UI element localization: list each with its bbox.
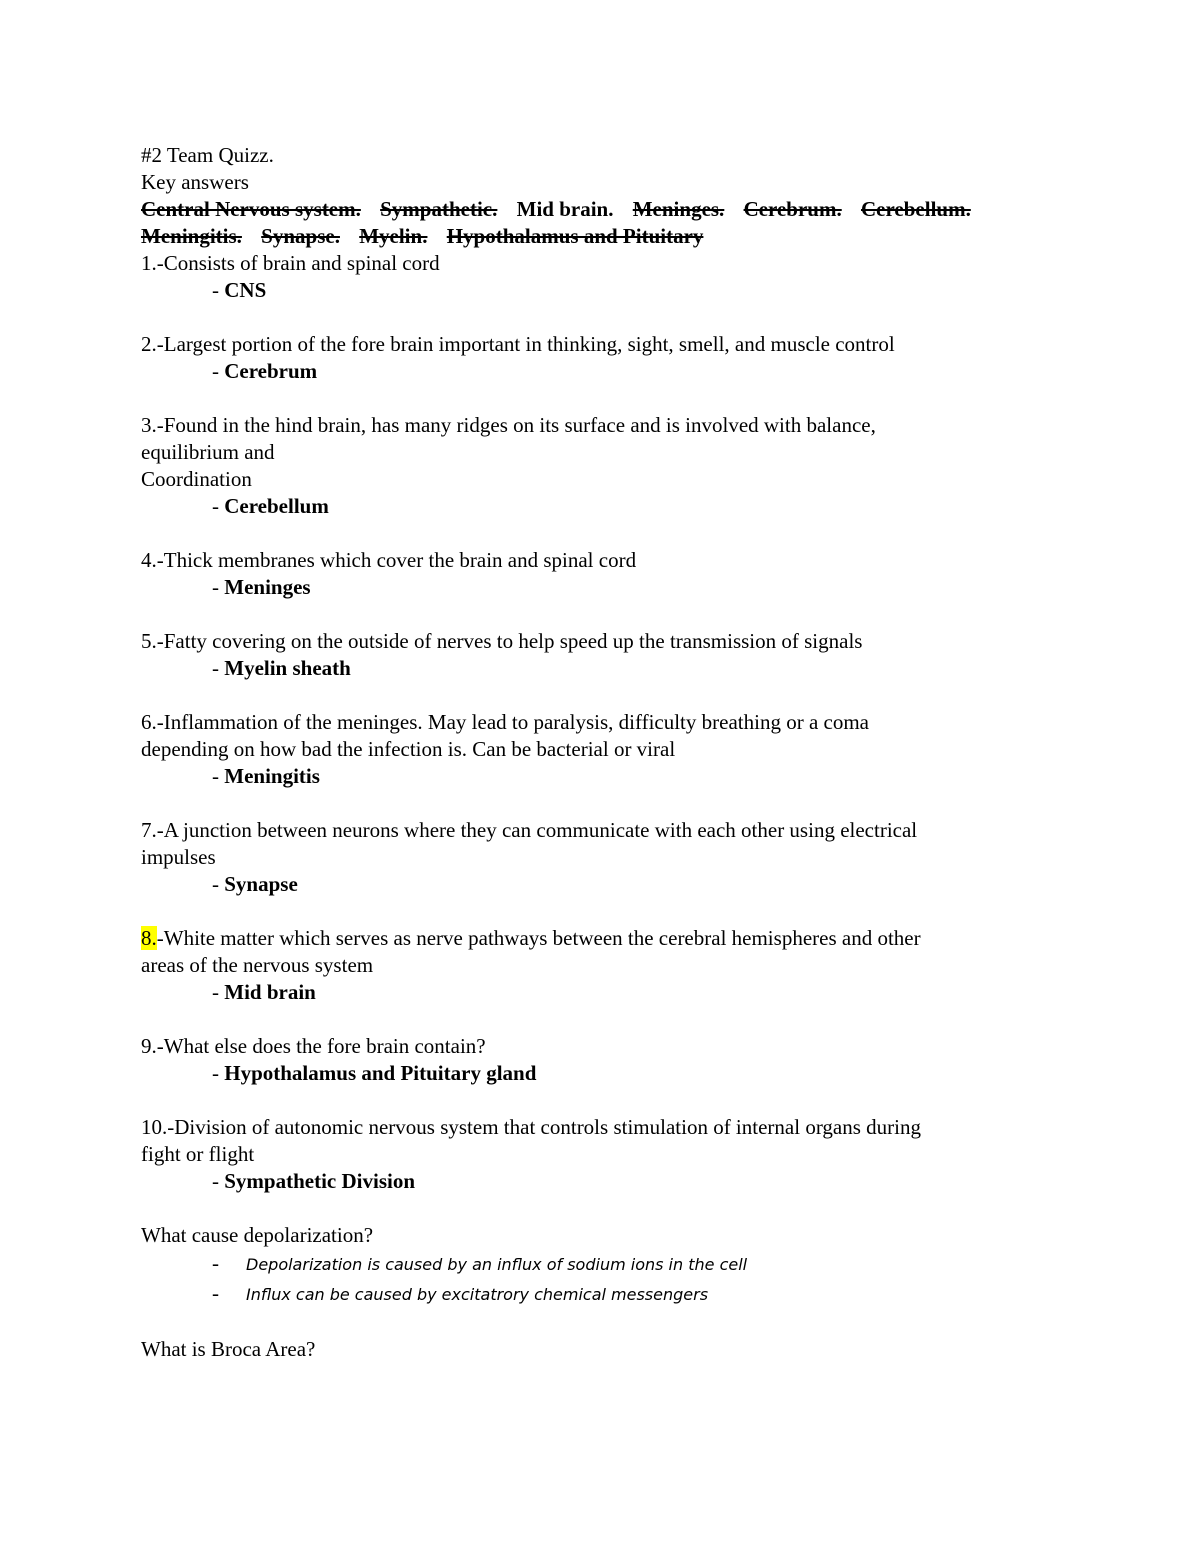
question-number: 5. (141, 629, 157, 653)
bullet-text: Depolarization is caused by an influx of sodium ions in the cell (246, 1255, 748, 1274)
question-text: impulses (141, 845, 216, 869)
answer-dash: - (212, 656, 225, 680)
question-number: 6. (141, 710, 157, 734)
broca-question: What is Broca Area? (141, 1337, 316, 1361)
question-text-line (141, 466, 1061, 493)
spacer (141, 790, 1061, 817)
question-number: 9. (141, 1034, 157, 1058)
question-text: Coordination (141, 467, 252, 491)
question-text: equilibrium and (141, 440, 275, 464)
answer-text: Cerebellum (224, 494, 329, 518)
depolarization-bullets (141, 1249, 1061, 1309)
question-text: -What else does the fore brain contain? (156, 1034, 486, 1058)
spacer (141, 1309, 1061, 1336)
question-number: 8. (141, 926, 157, 950)
question-item (141, 547, 1061, 628)
bullet-dash-icon: - (212, 1281, 219, 1305)
key-bank-term: Meninges. (632, 197, 725, 221)
question-text: -A junction between neurons where they can communicate with each other using electrical (156, 818, 918, 842)
answer-dash: - (212, 1169, 225, 1193)
question-list (141, 250, 1061, 1222)
answer-dash: - (212, 1061, 225, 1085)
key-bank-term: Myelin. (359, 224, 428, 248)
bullet-dash-icon: - (212, 1251, 219, 1275)
answer-dash: - (212, 872, 225, 896)
quiz-title: #2 Team Quizz. (141, 143, 274, 167)
question-text-line (141, 736, 1061, 763)
question-number: 3. (141, 413, 157, 437)
question-number: 2. (141, 332, 157, 356)
answer-text: Mid brain (224, 980, 316, 1004)
bullet-item (141, 1249, 1061, 1279)
question-number: 7. (141, 818, 157, 842)
question-text: fight or flight (141, 1142, 255, 1166)
answer-text: Cerebrum (224, 359, 318, 383)
question-item (141, 331, 1061, 412)
answer-dash: - (212, 359, 225, 383)
question-text-line (141, 547, 1061, 574)
answer-line (141, 1060, 1061, 1087)
key-bank-term: Meningitis. (141, 224, 242, 248)
question-text: -Inflammation of the meninges. May lead to paralysis, difficulty breathing or a coma (156, 710, 869, 734)
question-text-line (141, 331, 1061, 358)
question-number: 10. (141, 1115, 168, 1139)
question-text: -Consists of brain and spinal cord (156, 251, 440, 275)
document-body (141, 142, 1061, 1363)
question-item (141, 250, 1061, 331)
question-text-line (141, 628, 1061, 655)
spacer (141, 682, 1061, 709)
key-bank-term: Synapse. (261, 224, 340, 248)
question-text-line (141, 817, 1061, 844)
key-bank-term: Hypothalamus and Pituitary (446, 224, 704, 248)
depolarization-question: What cause depolarization? (141, 1223, 374, 1247)
answer-line (141, 358, 1061, 385)
answer-dash: - (212, 575, 225, 599)
question-text-line (141, 925, 1061, 952)
spacer (141, 1195, 1061, 1222)
spacer (141, 385, 1061, 412)
answer-dash: - (212, 764, 225, 788)
question-text: -Found in the hind brain, has many ridges on its surface and is involved with balance, (156, 413, 876, 437)
key-bank-term: Cerebellum. (860, 197, 971, 221)
answer-line (141, 493, 1061, 520)
key-bank-term: Central Nervous system. (141, 197, 361, 221)
bullet-text: Influx can be caused by excitatrory chemical messengers (246, 1285, 709, 1304)
answer-text: Meninges (224, 575, 311, 599)
answer-text: Myelin sheath (224, 656, 351, 680)
question-item (141, 412, 1061, 547)
spacer (141, 1006, 1061, 1033)
answer-dash: - (212, 494, 225, 518)
answer-dash: - (212, 278, 225, 302)
question-text-line (141, 439, 1061, 466)
question-text-line (141, 250, 1061, 277)
quiz-subtitle: Key answers (141, 170, 249, 194)
spacer (141, 898, 1061, 925)
spacer (141, 1087, 1061, 1114)
answer-key-bank (141, 196, 1061, 250)
spacer (141, 601, 1061, 628)
answer-text: CNS (224, 278, 267, 302)
question-text-line (141, 412, 1061, 439)
answer-text: Sympathetic Division (224, 1169, 416, 1193)
question-item (141, 1114, 1061, 1222)
question-text: -Largest portion of the fore brain important in thinking, sight, smell, and muscle control (156, 332, 895, 356)
question-item (141, 1033, 1061, 1114)
question-text-line (141, 952, 1061, 979)
question-text-line (141, 1033, 1061, 1060)
key-bank-term: Mid brain. (516, 197, 614, 221)
bullet-item (141, 1279, 1061, 1309)
question-text: -Division of autonomic nervous system that controls stimulation of internal organs during (167, 1115, 922, 1139)
question-item (141, 628, 1061, 709)
question-text-line (141, 1141, 1061, 1168)
answer-text: Synapse (224, 872, 298, 896)
question-item (141, 817, 1061, 925)
answer-line (141, 763, 1061, 790)
answer-line (141, 655, 1061, 682)
spacer (141, 520, 1061, 547)
answer-line (141, 1168, 1061, 1195)
question-text: -Thick membranes which cover the brain and spinal cord (156, 548, 637, 572)
spacer (141, 304, 1061, 331)
answer-text: Hypothalamus and Pituitary gland (224, 1061, 537, 1085)
question-text-line (141, 1114, 1061, 1141)
question-item (141, 709, 1061, 817)
question-text: areas of the nervous system (141, 953, 374, 977)
question-text: -White matter which serves as nerve pathways between the cerebral hemispheres and other (156, 926, 921, 950)
question-text-line (141, 709, 1061, 736)
question-text: depending on how bad the infection is. Can be bacterial or viral (141, 737, 676, 761)
answer-line (141, 871, 1061, 898)
answer-dash: - (212, 980, 225, 1004)
answer-text: Meningitis (224, 764, 320, 788)
answer-line (141, 979, 1061, 1006)
question-text: -Fatty covering on the outside of nerves to help speed up the transmission of signals (156, 629, 863, 653)
answer-line (141, 574, 1061, 601)
question-item (141, 925, 1061, 1033)
question-number: 4. (141, 548, 157, 572)
key-bank-term: Sympathetic. (380, 197, 498, 221)
question-text-line (141, 844, 1061, 871)
question-number: 1. (141, 251, 157, 275)
key-bank-term: Cerebrum. (743, 197, 842, 221)
answer-line (141, 277, 1061, 304)
